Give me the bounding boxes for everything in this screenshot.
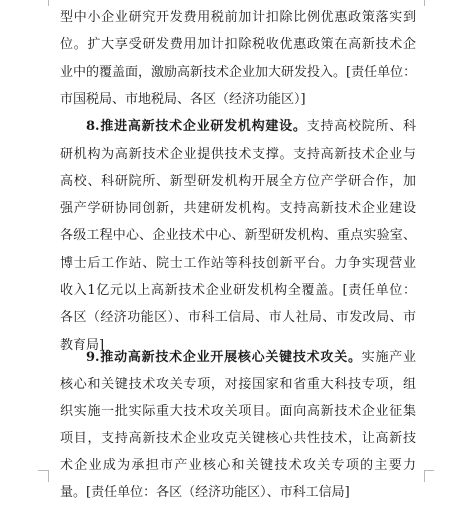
body-text-line: 市国税局、市地税局、各区（经济功能区）] bbox=[60, 91, 306, 107]
paragraph-8-text: 支持高校院所、科 bbox=[306, 119, 416, 135]
crop-mark-bottom-left-horizontal bbox=[38, 470, 48, 471]
paragraph-9-first-line bbox=[86, 346, 416, 370]
body-text-line: 各级工程中心、企业技术中心、新型研发机构、重点实验室、 bbox=[60, 228, 416, 244]
body-text-line: 织实施一批实际重大技术攻关项目。面向高新技术企业征集 bbox=[60, 404, 416, 419]
body-text-line: 术企业成为承担市产业核心和关键技术攻关专项的主要力 bbox=[60, 458, 416, 473]
paragraph-9-heading: 9.推动高新技术企业开展核心关键技术攻关。 bbox=[86, 350, 362, 365]
crop-mark-bottom-right-horizontal bbox=[424, 470, 434, 471]
body-text-line: 教育局] bbox=[60, 337, 105, 353]
body-text-line: 研机构为高新技术企业提供技术支撑。支持高新技术企业与 bbox=[60, 146, 416, 162]
body-text-line: 型中小企业研究开发费用税前加计扣除比例优惠政策落实到 bbox=[60, 10, 416, 25]
body-text-line: 强产学研协同创新，共建研发机构。支持高新技术企业建设 bbox=[60, 201, 416, 217]
body-text-line: 项目，支持高新技术企业攻克关键核心共性技术，让高新技 bbox=[60, 431, 416, 446]
paragraph-8-heading: 8.推进高新技术企业研发机构建设。 bbox=[86, 119, 307, 135]
paragraph-9-text: 实施产业 bbox=[361, 350, 416, 365]
crop-mark-top-right bbox=[424, 0, 425, 6]
body-text-line: 核心和关键技术攻关专项，对接国家和省重大科技专项，组 bbox=[60, 377, 416, 392]
body-text-line: 位。扩大享受研发费用加计扣除税收优惠政策在高新技术企 bbox=[60, 37, 416, 53]
body-text-line: 业中的覆盖面，激励高新技术企业加大研发投入。[责任单位： bbox=[60, 64, 416, 80]
body-text-line: 量。[责任单位：各区（经济功能区）、市科工信局] bbox=[60, 485, 350, 500]
body-text-line: 博士后工作站、院士工作站等科技创新平台。力争实现营业 bbox=[60, 255, 416, 271]
crop-mark-bottom-right-vertical bbox=[424, 470, 425, 482]
crop-mark-top-left bbox=[48, 0, 49, 6]
body-text-line: 收入1亿元以上高新技术企业研发机构全覆盖。[责任单位： bbox=[60, 283, 416, 298]
crop-mark-bottom-left-vertical bbox=[48, 470, 49, 482]
body-text-line: 各区（经济功能区）、市科工信局、市人社局、市发改局、市 bbox=[60, 310, 416, 326]
body-text-line: 高校、科研院所、新型研发机构开展全方位产学研合作，加 bbox=[60, 173, 416, 189]
paragraph-8-first-line bbox=[86, 115, 416, 139]
